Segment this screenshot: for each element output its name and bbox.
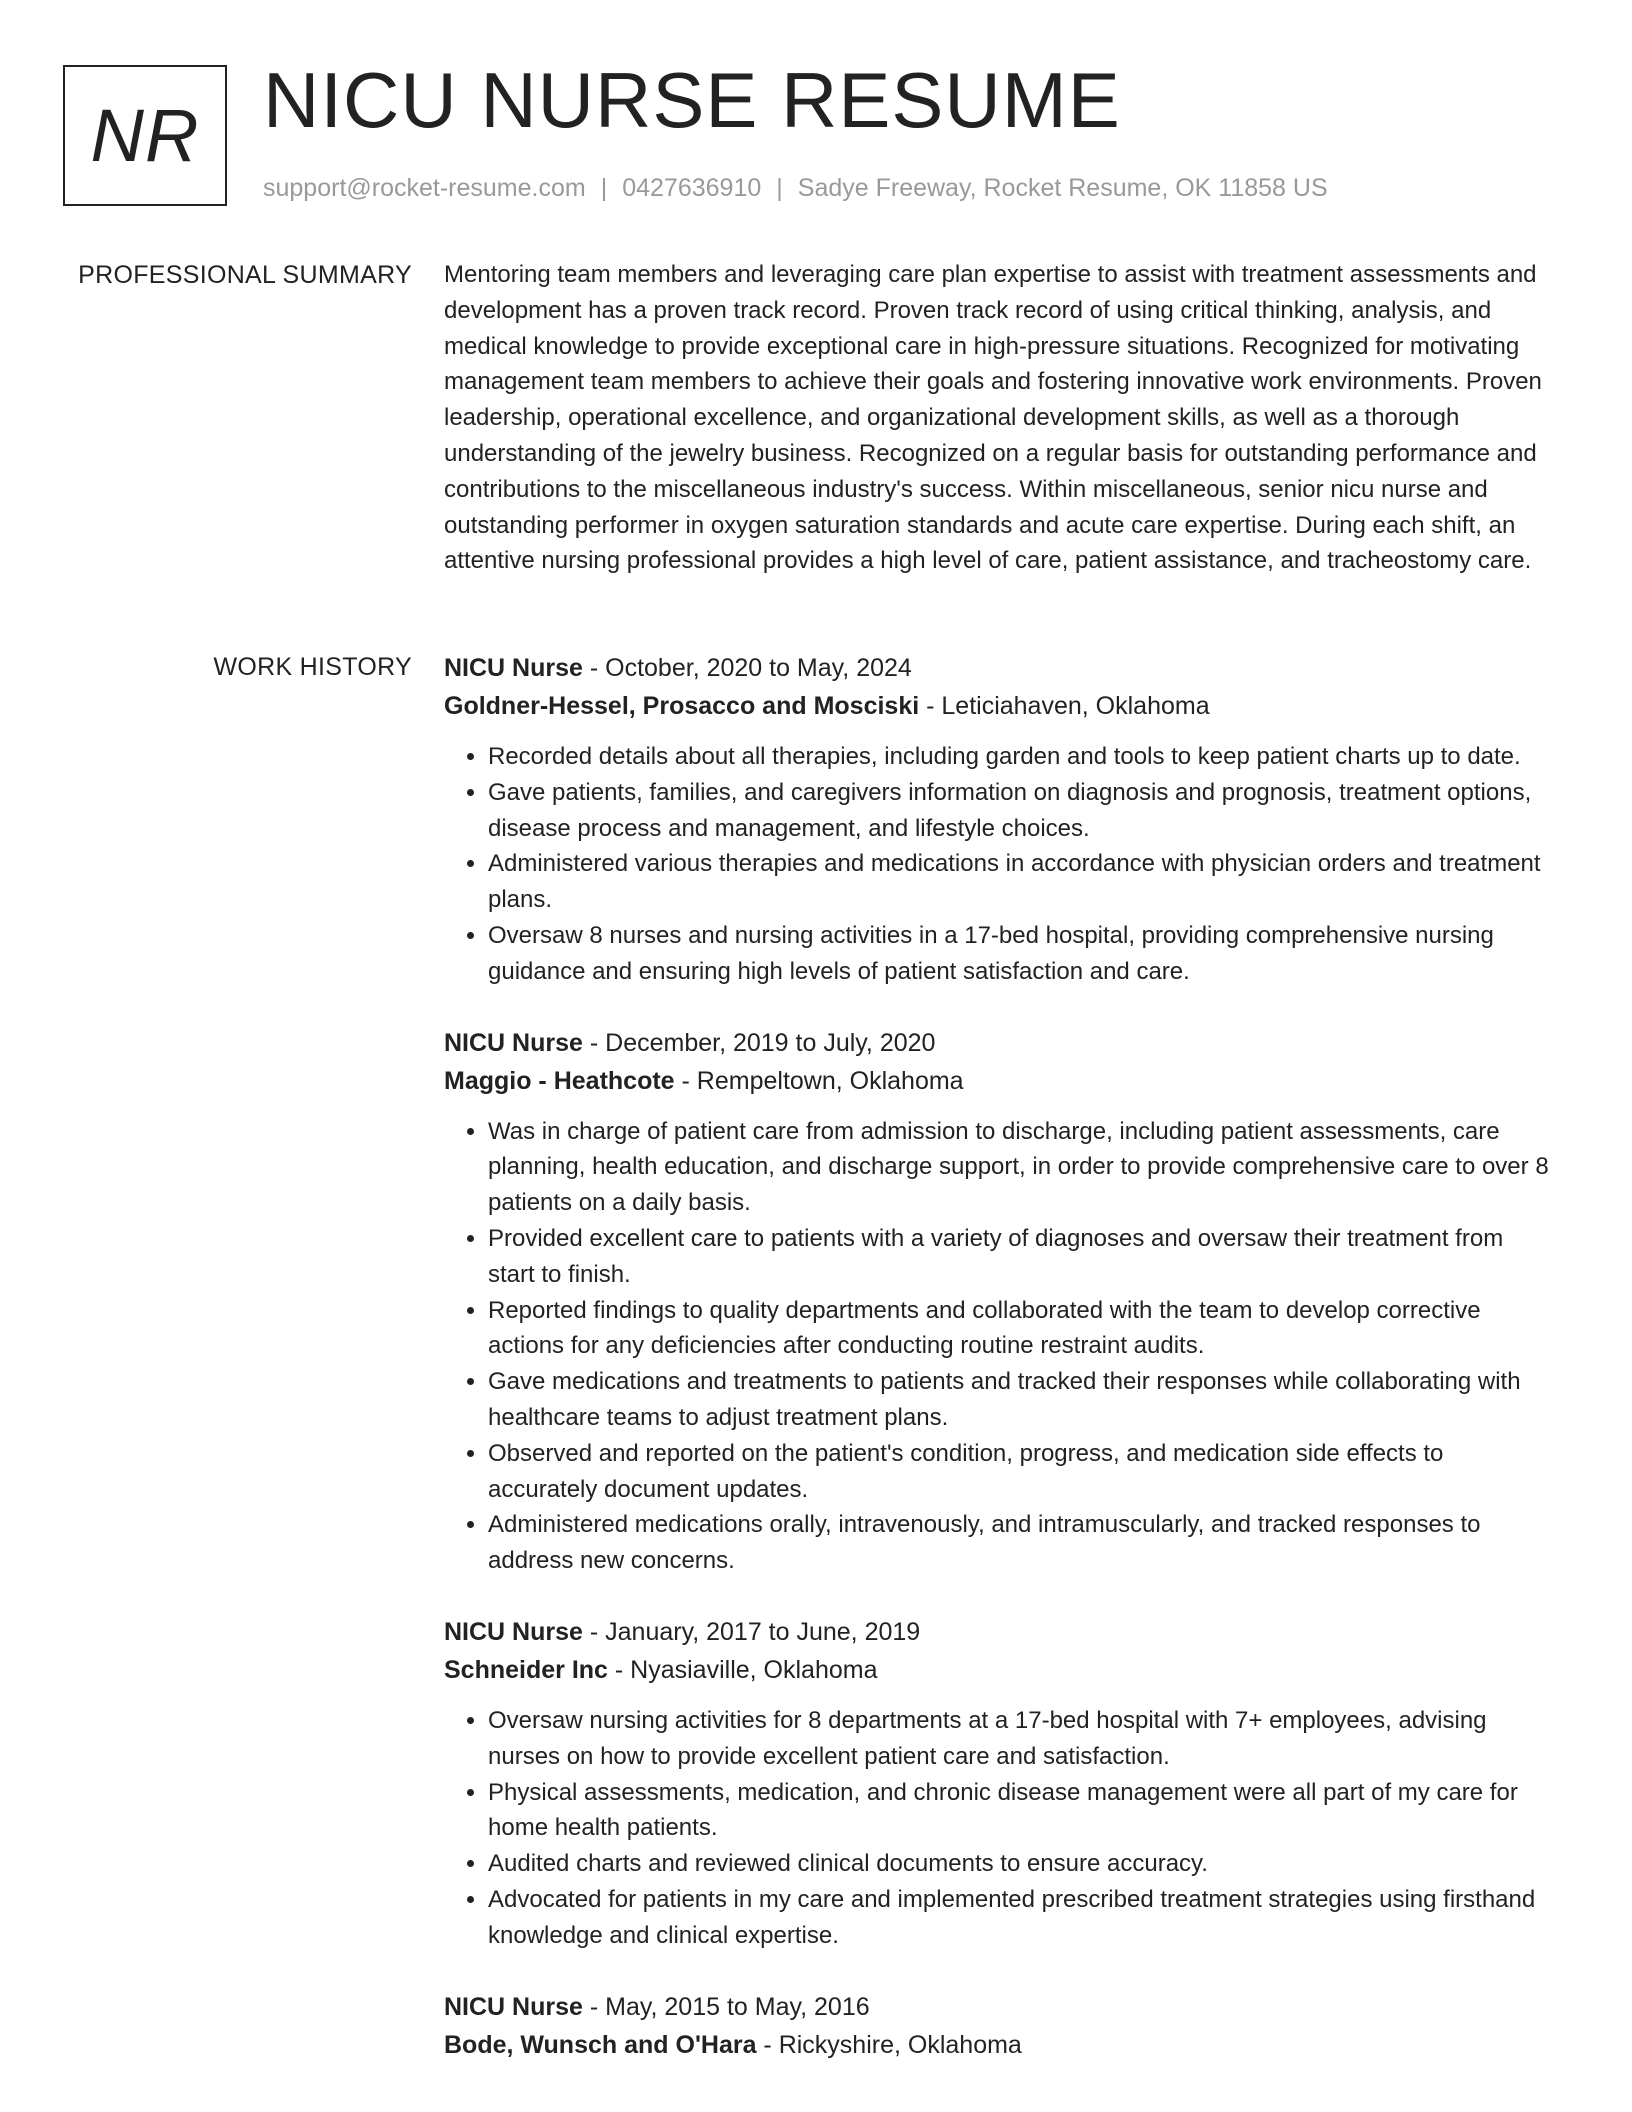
job-company-line <box>444 1651 1556 1689</box>
work-history-list <box>444 649 1556 2098</box>
job-title-line <box>444 649 1556 687</box>
job-title: NICU Nurse <box>444 1028 583 1057</box>
monogram-logo: NR <box>63 65 227 206</box>
job-dates: - December, 2019 to July, 2020 <box>582 1028 936 1057</box>
resume-title: NICU NURSE RESUME <box>263 56 1121 144</box>
job-company: Maggio - Heathcote <box>444 1066 675 1095</box>
job-company: Bode, Wunsch and O'Hara <box>444 2030 757 2059</box>
section-heading-work-history: WORK HISTORY <box>213 653 412 681</box>
job-company-line <box>444 1062 1556 1100</box>
job-bullet: • Administered medications orally, intravenously, and intramuscularly, and tracked responses to address new concerns. <box>488 1507 1556 1579</box>
job-entry <box>444 649 1556 990</box>
job-title-line <box>444 1024 1556 1062</box>
job-bullet-list <box>444 1703 1556 1954</box>
job-bullet: • Oversaw 8 nurses and nursing activities in a 17-bed hospital, providing comprehensive nursing guidance and ensuring high levels of patient satisfaction and care. <box>488 918 1556 990</box>
job-entry <box>444 1024 1556 1579</box>
job-dates: - January, 2017 to June, 2019 <box>582 1617 921 1646</box>
job-location: - Nyasiaville, Oklahoma <box>607 1655 878 1684</box>
job-bullet: • Advocated for patients in my care and implemented prescribed treatment strategies using firsthand knowledge and clinical expertise. <box>488 1882 1556 1954</box>
section-heading-summary: PROFESSIONAL SUMMARY <box>78 261 412 289</box>
job-dates: - May, 2015 to May, 2016 <box>582 1992 870 2021</box>
job-title: NICU Nurse <box>444 1992 583 2021</box>
job-title: NICU Nurse <box>444 654 583 682</box>
job-bullet: • Gave medications and treatments to patients and tracked their responses while collaborating with healthcare teams to adjust treatment plans. <box>488 1364 1556 1436</box>
job-bullet-list <box>444 1114 1556 1579</box>
job-bullet: • Provided excellent care to patients with a variety of diagnoses and oversaw their treatment from start to finish. <box>488 1221 1556 1293</box>
job-bullet: • Reported findings to quality departments and collaborated with the team to develop corrective actions for any deficiencies after conducting routine restraint audits. <box>488 1293 1556 1365</box>
job-bullet: • Audited charts and reviewed clinical documents to ensure accuracy. <box>488 1846 1556 1882</box>
job-bullet: • Observed and reported on the patient's condition, progress, and medication side effects to accurately document updates. <box>488 1436 1556 1508</box>
contact-email[interactable]: support@rocket-resume.com <box>263 174 586 202</box>
job-entry <box>444 1988 1556 2064</box>
job-location: - Rempeltown, Oklahoma <box>674 1066 964 1095</box>
job-company-line <box>444 687 1556 725</box>
job-company: Schneider Inc <box>444 1655 608 1684</box>
job-bullet: • Physical assessments, medication, and chronic disease management were all part of my care for home health patients. <box>488 1775 1556 1847</box>
job-dates: - October, 2020 to May, 2024 <box>582 654 912 682</box>
job-title-line <box>444 1988 1556 2026</box>
contact-address: Sadye Freeway, Rocket Resume, OK 11858 US <box>797 174 1328 202</box>
summary-body <box>444 257 1556 579</box>
job-location: - Rickyshire, Oklahoma <box>756 2030 1022 2059</box>
contact-phone[interactable]: 0427636910 <box>622 174 762 202</box>
job-bullet: • Administered various therapies and medications in accordance with physician orders and treatment plans. <box>488 846 1556 918</box>
job-bullet: • Gave patients, families, and caregivers information on diagnosis and prognosis, treatment options, disease process and management, and lifestyle choices. <box>488 775 1556 847</box>
job-company: Goldner-Hessel, Prosacco and Mosciski <box>444 692 920 720</box>
job-bullet-list <box>444 739 1556 990</box>
contact-separator: | <box>776 174 783 202</box>
job-company-line <box>444 2026 1556 2064</box>
job-title-line <box>444 1613 1556 1651</box>
job-location: - Leticiahaven, Oklahoma <box>919 692 1210 720</box>
job-bullet: • Was in charge of patient care from admission to discharge, including patient assessments, care planning, health education, and discharge support, in order to provide comprehensive care to over 8 patients on a daily basis. <box>488 1114 1556 1221</box>
job-title: NICU Nurse <box>444 1617 583 1646</box>
job-entry <box>444 1613 1556 1954</box>
job-bullet: • Recorded details about all therapies, including garden and tools to keep patient charts up to date. <box>488 739 1556 775</box>
contact-line <box>263 174 1328 203</box>
job-bullet: • Oversaw nursing activities for 8 departments at a 17-bed hospital with 7+ employees, advising nurses on how to provide excellent patient care and satisfaction. <box>488 1703 1556 1775</box>
summary-text: Mentoring team members and leveraging care plan expertise to assist with treatment assessments and development has a proven track record. Proven track record of using critical thinking, analysis, and medical knowledge to provide exceptional care in high-pressure situations. Recognized for motivating management team members to achieve their goals and fostering innovative work environments. Proven leadership, operational excellence, and organizational development skills, as well as a thorough understanding of the jewelry business. Recognized on a regular basis for outstanding performance and contributions to the miscellaneous industry's success. Within miscellaneous, senior nicu nurse and outstanding performer in oxygen saturation standards and acute care expertise. During each shift, an attentive nursing professional provides a high level of care, patient assistance, and tracheostomy care. <box>444 261 1542 575</box>
contact-separator: | <box>600 174 608 202</box>
